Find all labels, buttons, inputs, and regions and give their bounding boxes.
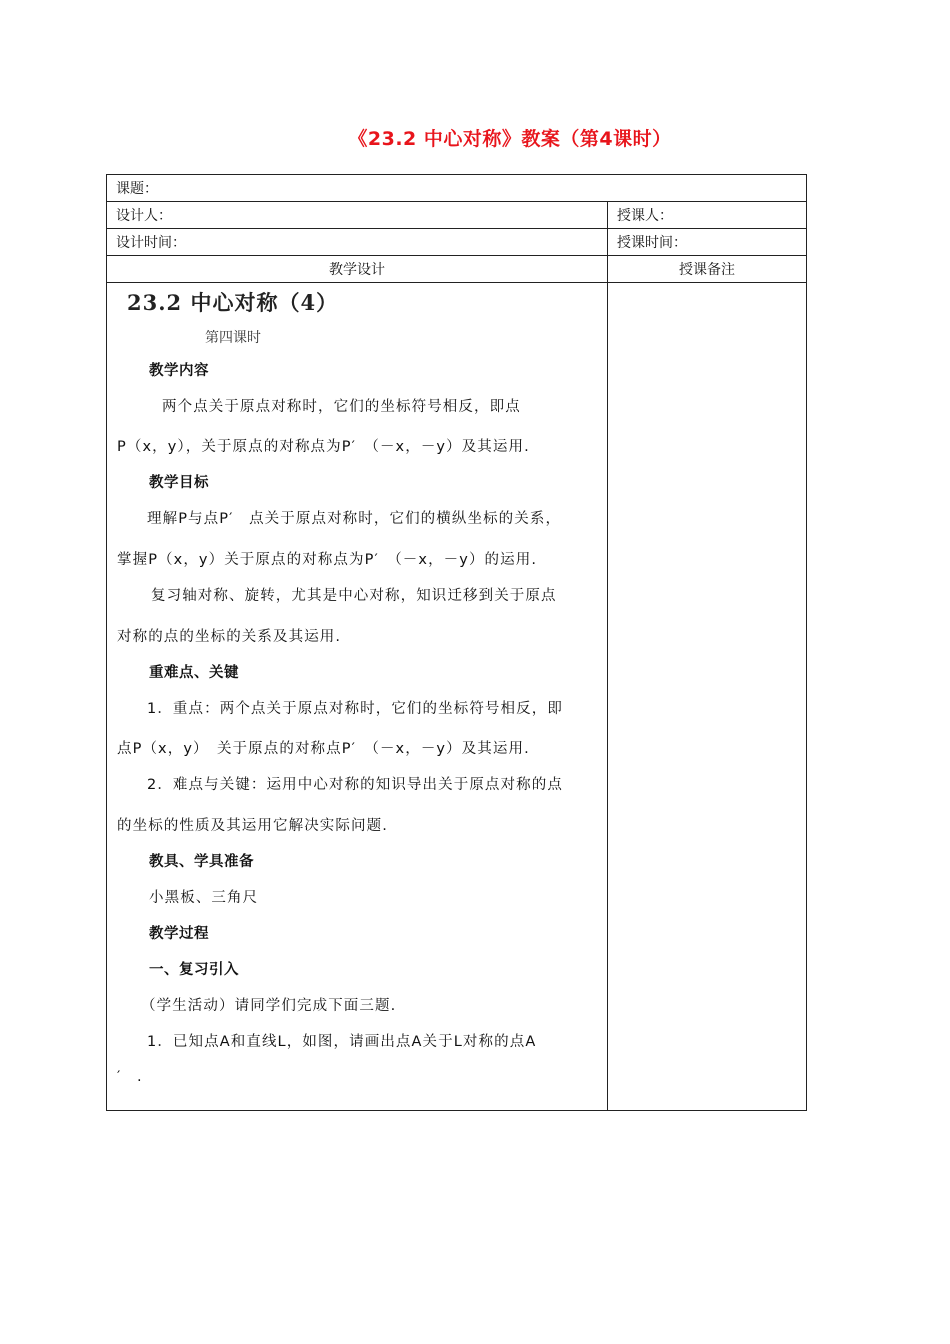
paragraph-line: 小黑板、三角尺: [149, 890, 259, 906]
paragraph-line: 1．已知点A和直线L，如图，请画出点A关于L对称的点A: [147, 1034, 537, 1050]
teacher-label: 授课人：: [608, 202, 807, 229]
paragraph-line: 理解P与点P′ 点关于原点对称时，它们的横纵坐标的关系，: [147, 511, 562, 527]
paragraph-line: 点P（x，y） 关于原点的对称点P′ （－x，－y）及其运用.: [117, 741, 530, 757]
column-header-row: [107, 256, 807, 283]
lesson-plan-table: [106, 174, 807, 1111]
time-row: [107, 229, 807, 256]
paragraph-line: 的坐标的性质及其运用它解决实际问题.: [117, 818, 388, 834]
notes-cell: [608, 283, 807, 1111]
heading-objectives: 教学目标: [149, 475, 209, 491]
teach-time-label: 授课时间：: [608, 229, 807, 256]
heading-content: 教学内容: [149, 363, 209, 379]
notes-column-header: 授课备注: [608, 256, 807, 283]
design-time-label: 设计时间：: [107, 229, 608, 256]
paragraph-line: P（x，y），关于原点的对称点为P′ （－x，－y）及其运用.: [117, 439, 530, 455]
heading-key-points: 重难点、关键: [149, 665, 239, 681]
paragraph-line: ′ .: [117, 1069, 143, 1085]
design-column-header: 教学设计: [107, 256, 608, 283]
designer-row: [107, 202, 807, 229]
heading-tools: 教具、学具准备: [149, 854, 254, 870]
paragraph-line: 两个点关于原点对称时，它们的坐标符号相反，即点: [162, 399, 521, 415]
paragraph-line: 对称的点的坐标的关系及其运用.: [117, 629, 342, 645]
paragraph-line: 2．难点与关键：运用中心对称的知识导出关于原点对称的点: [147, 777, 563, 793]
paragraph-line: 复习轴对称、旋转，尤其是中心对称，知识迁移到关于原点: [151, 588, 557, 604]
section-title: 23.2 中心对称（4）: [127, 290, 339, 315]
design-cell: [107, 283, 608, 1111]
heading-process: 教学过程: [149, 926, 209, 942]
lesson-content: [107, 283, 607, 1109]
heading-review: 一、复习引入: [149, 962, 239, 978]
paragraph-line: 1．重点：两个点关于原点对称时，它们的坐标符号相反，即: [147, 701, 563, 717]
lesson-number: 第四课时: [205, 330, 261, 346]
paragraph-line: 掌握P（x，y）关于原点的对称点为P′ （－x，－y）的运用.: [117, 552, 538, 568]
designer-label: 设计人：: [107, 202, 608, 229]
paragraph-line: （学生活动）请同学们完成下面三题.: [141, 998, 397, 1014]
document-title: 《23.2 中心对称》教案（第4课时）: [348, 128, 672, 150]
topic-label: 课题：: [107, 175, 807, 202]
content-row: [107, 283, 807, 1111]
topic-row: [107, 175, 807, 202]
